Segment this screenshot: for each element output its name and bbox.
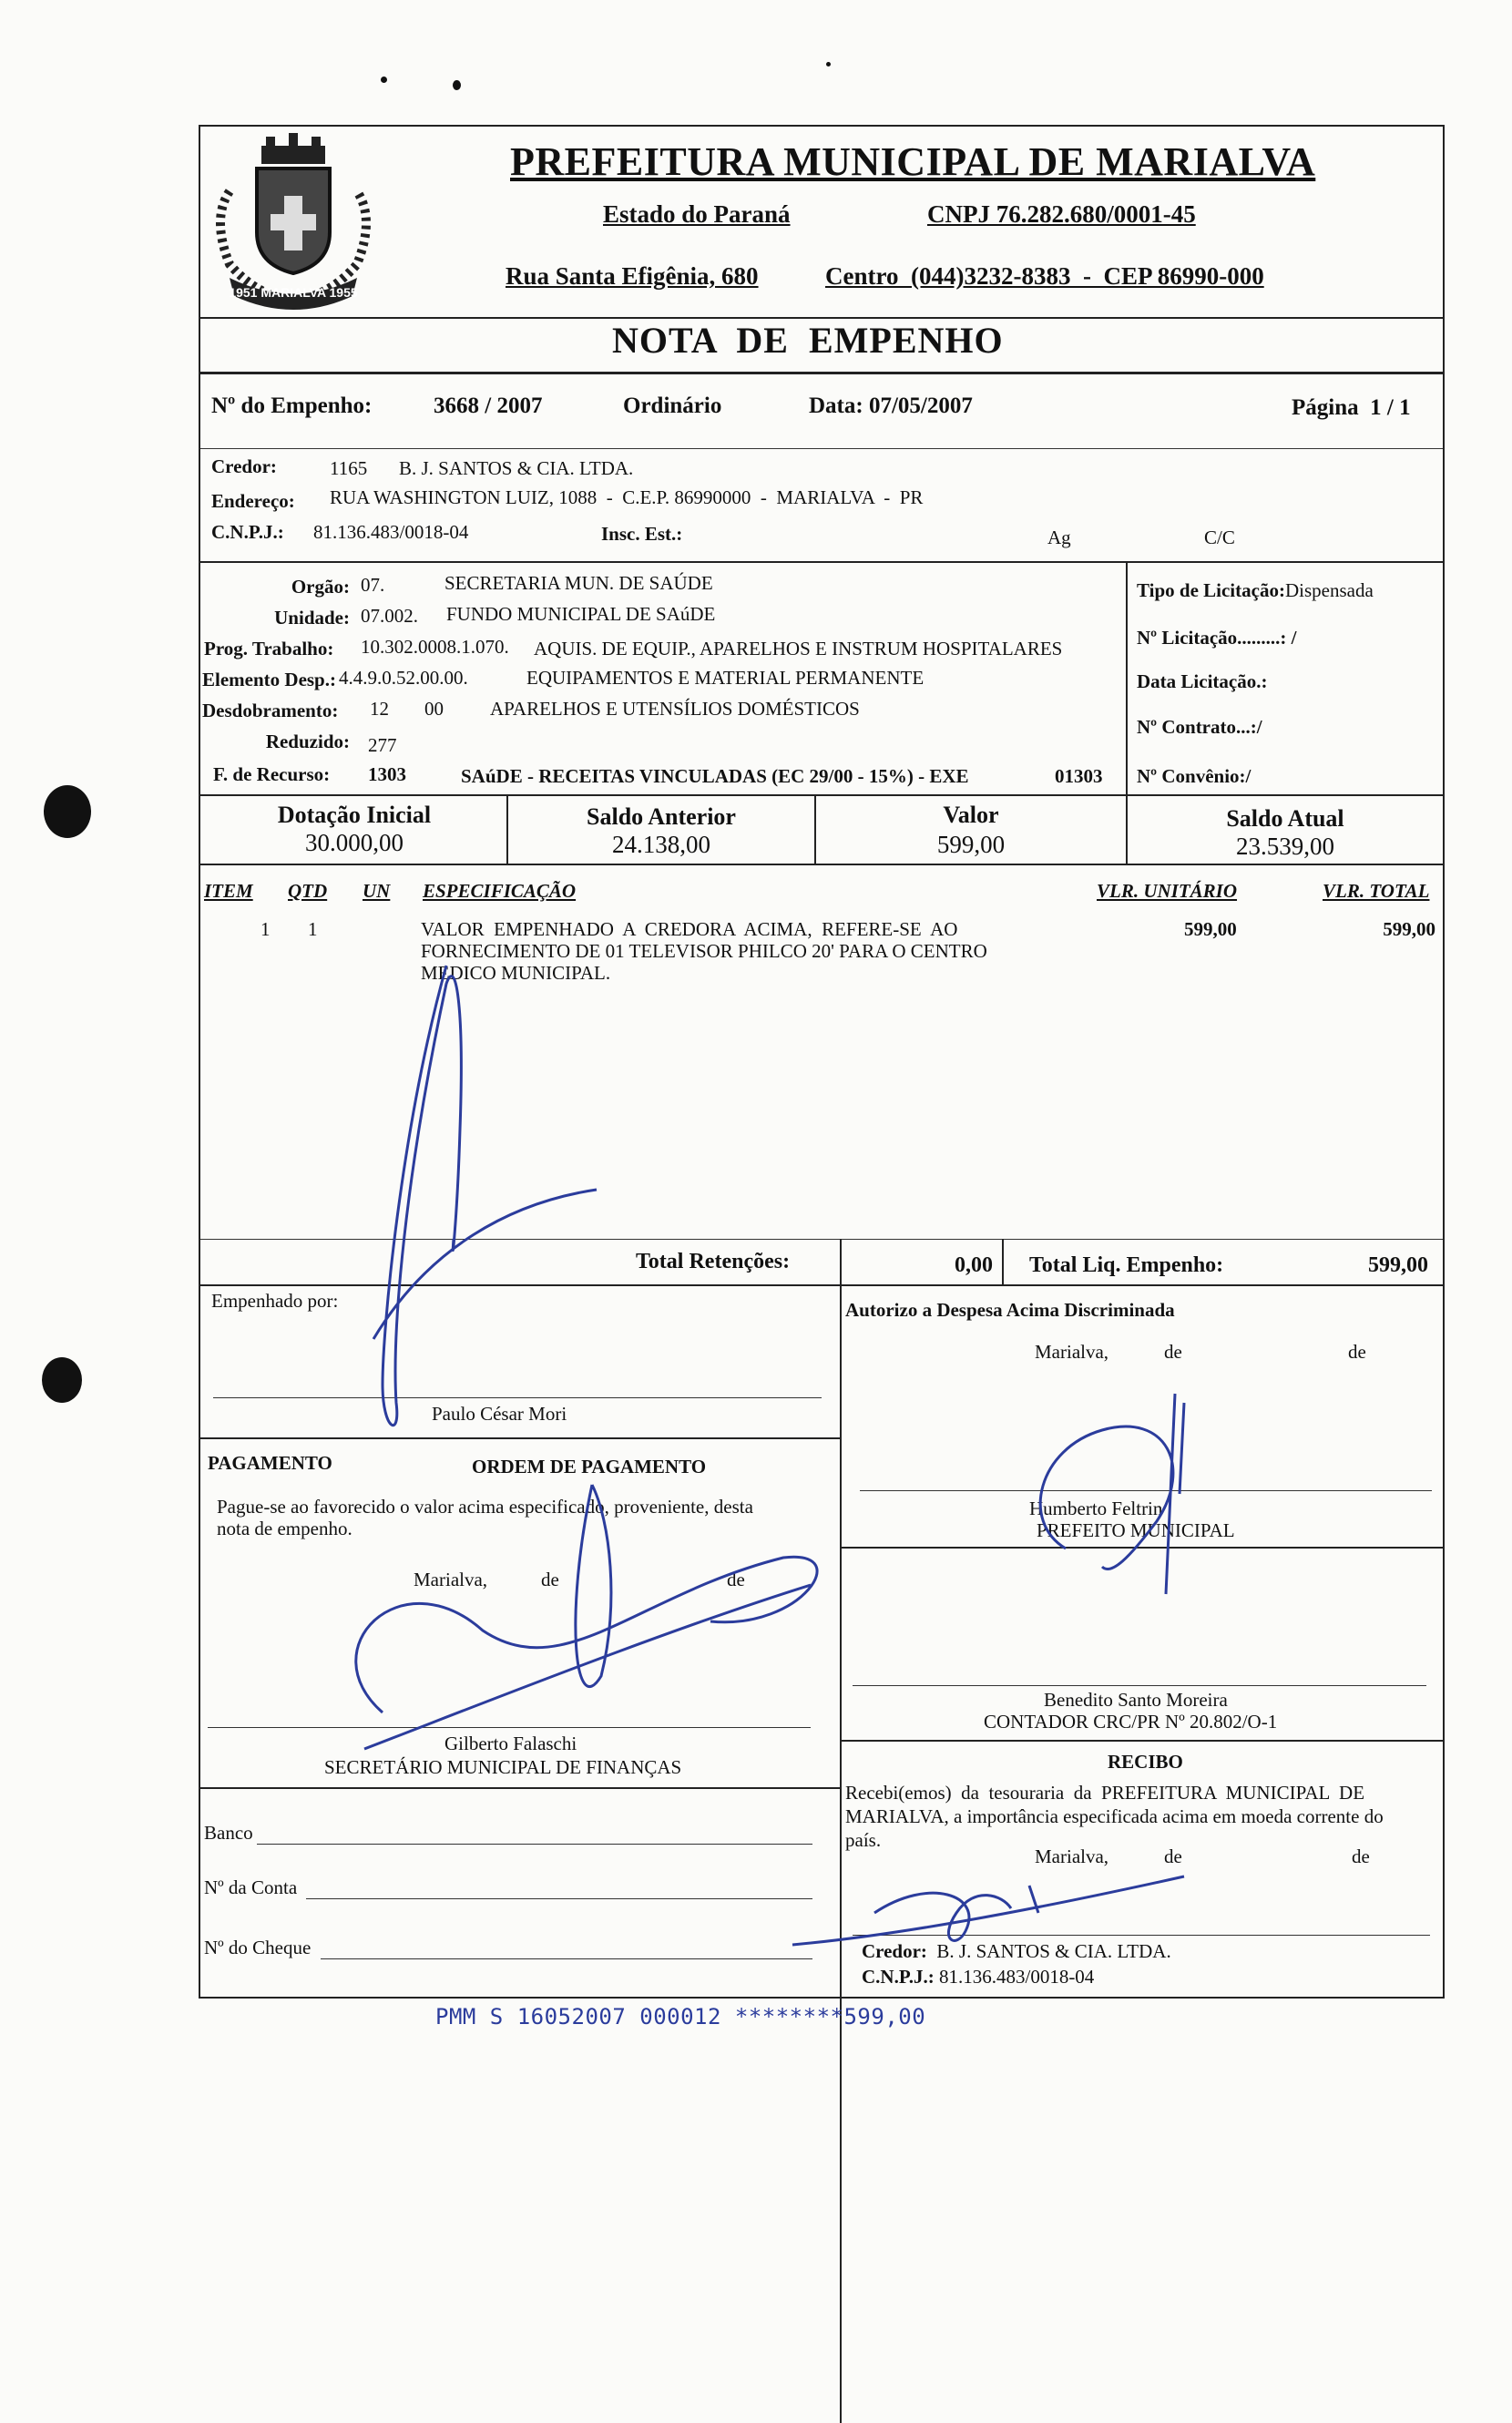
col-especificacao: ESPECIFICAÇÃO [423,880,577,902]
signature-line [853,1685,1426,1686]
recurso-code: 1303 [368,763,406,785]
licitacao-tipo-label: Tipo de Licitação: [1137,579,1285,601]
divider [840,1740,1443,1742]
recibo-text: MARIALVA, a importância especificada acima em moeda corrente do [845,1805,1384,1827]
recibo-cnpj-value: 81.136.483/0018-04 [938,1966,1095,1988]
recurso-label: F. de Recurso: [213,763,331,785]
prefeito-name: Humberto Feltrin [1029,1498,1163,1519]
valor-value: 599,00 [936,831,1006,858]
cc-label: C/C [1204,527,1235,548]
recurso-name: SAúDE - RECEITAS VINCULADAS (EC 29/00 - 15%) - EXE [461,765,969,787]
empenho-date: Data: 07/05/2007 [809,394,973,418]
divider [840,1239,842,2423]
desdobramento-name: APARELHOS E UTENSÍLIOS DOMÉSTICOS [490,698,860,720]
pagamento-place: Marialva, [414,1569,488,1590]
credor-code: 1165 [330,457,368,479]
banco-field[interactable] [257,1844,812,1845]
desdobramento-label: Desdobramento: [202,700,339,721]
recibo-credor-name: B. J. SANTOS & CIA. LTDA. [936,1940,1171,1962]
municipal-seal-icon [202,128,384,310]
reduzido-value: 277 [368,734,397,756]
svg-text:1951 MARIALVA 1955: 1951 MARIALVA 1955 [229,285,358,300]
empenho-label: Nº do Empenho: [211,394,373,418]
pagamento-de: de [727,1569,745,1590]
pagamento-text: nota de empenho. [217,1518,352,1539]
secretario-title: SECRETÁRIO MUNICIPAL DE FINANÇAS [324,1756,682,1778]
licitacao-numero: Nº Licitação.........: / [1137,627,1297,649]
autorizo-de: de [1164,1341,1182,1363]
recurso-code-2: 01303 [1055,765,1103,787]
signature-line [213,1397,822,1398]
contrato-number: Nº Contrato...:/ [1137,716,1262,738]
orgao-label: Orgão: [291,576,350,598]
contador-name: Benedito Santo Moreira [1044,1689,1228,1711]
elemento-label: Elemento Desp.: [202,669,336,690]
elemento-name: EQUIPAMENTOS E MATERIAL PERMANENTE [526,667,925,689]
recibo-de: de [1164,1845,1182,1867]
pagamento-text: Pague-se ao favorecido o valor acima especificado, proveniente, desta [217,1496,753,1518]
licitacao-data: Data Licitação.: [1137,670,1268,692]
signature-line [853,1935,1430,1936]
item-qtd: 1 [308,918,318,940]
ag-label: Ag [1047,527,1071,548]
insc-est-label: Insc. Est.: [601,523,683,545]
page-number: Página 1 / 1 [1292,395,1411,420]
divider [200,1284,1443,1286]
desdobramento-code: 12 [370,698,389,720]
empenhado-por-name: Paulo César Mori [432,1403,567,1425]
item-total-value: 599,00 [1383,918,1435,940]
recibo-cnpj [862,1966,1094,1988]
convenio-number: Nº Convênio:/ [1137,765,1251,787]
recibo-place: Marialva, [1035,1845,1109,1867]
prog-name: AQUIS. DE EQUIP., APARELHOS E INSTRUM HOSPITALARES [534,638,1063,659]
saldo-anterior-label: Saldo Anterior [587,803,736,830]
elemento-code: 4.4.9.0.52.00.00. [339,667,468,689]
credor-address: RUA WASHINGTON LUIZ, 1088 - C.E.P. 86990000 - MARIALVA - PR [330,486,924,508]
credor-label: Credor: [211,455,277,477]
dotacao-value: 30.000,00 [305,829,404,856]
autorizo-place: Marialva, [1035,1341,1109,1363]
col-qtd: QTD [288,880,328,902]
header-address-2: Centro (044)3232-8383 - CEP 86990-000 [825,262,1264,290]
cnpj-label: C.N.P.J.: [211,521,284,543]
cheque-label: Nº do Cheque [204,1937,312,1958]
saldo-atual-value: 23.539,00 [1236,833,1334,860]
dotacao-label: Dotação Inicial [277,802,432,828]
item-spec-line: VALOR EMPENHADO A CREDORA ACIMA, REFERE-SE AO [421,918,958,940]
signature-line [860,1490,1432,1491]
autorizo-de: de [1348,1341,1366,1363]
divider [1002,1239,1004,1284]
signature-line [208,1727,811,1728]
reduzido-label: Reduzido: [265,731,350,752]
pagamento-label: PAGAMENTO [208,1452,332,1474]
total-retencoes-label: Total Retenções: [636,1250,791,1273]
recibo-text: país. [845,1829,882,1851]
unidade-code: 07.002. [361,605,418,627]
ordem-pagamento-label: ORDEM DE PAGAMENTO [472,1456,707,1477]
divider [840,1547,1443,1549]
secretario-name: Gilberto Falaschi [444,1733,577,1754]
col-valor-total: VLR. TOTAL [1323,880,1430,902]
header-cnpj: CNPJ 76.282.680/0001-45 [927,200,1196,228]
desdobramento-sub: 00 [424,698,444,720]
orgao-code: 07. [361,574,385,596]
recibo-de: de [1352,1845,1370,1867]
address-label: Endereço: [211,490,295,512]
prog-label: Prog. Trabalho: [204,638,334,659]
unidade-label: Unidade: [274,607,350,629]
banco-label: Banco [204,1822,253,1844]
unidade-name: FUNDO MUNICIPAL DE SAúDE [446,603,716,625]
divider [200,1787,840,1789]
state-name: Estado do Paraná [603,200,791,228]
empenhado-por-label: Empenhado por: [211,1290,339,1312]
document-title: NOTA DE EMPENHO [612,320,1004,361]
licitacao-tipo [1137,579,1374,602]
col-un: UN [363,880,391,902]
cheque-field[interactable] [321,1958,812,1959]
punch-hole [42,1357,82,1403]
licitacao-tipo-value: Dispensada [1284,579,1374,601]
saldo-atual-label: Saldo Atual [1226,805,1344,832]
col-valor-unitario: VLR. UNITÁRIO [1097,880,1238,902]
conta-field[interactable] [306,1898,812,1899]
header-address: Rua Santa Efigênia, 680 [506,262,759,290]
item-spec-line: MEDICO MUNICIPAL. [421,962,611,984]
item-spec-line: FORNECIMENTO DE 01 TELEVISOR PHILCO 20' PARA O CENTRO [421,940,987,962]
divider [200,372,1443,374]
scan-speck [826,62,831,66]
orgao-name: SECRETARIA MUN. DE SAÚDE [444,572,713,594]
conta-label: Nº da Conta [204,1876,298,1898]
divider [200,561,1443,563]
total-retencoes-value: 0,00 [955,1253,993,1277]
divider [200,864,1443,865]
divider [200,448,1443,449]
contador-title: CONTADOR CRC/PR Nº 20.802/O-1 [984,1711,1278,1733]
page-title: PREFEITURA MUNICIPAL DE MARIALVA [510,139,1316,184]
recibo-cnpj-label: C.N.P.J.: [862,1966,935,1988]
prefeito-title: PREFEITO MUNICIPAL [1037,1519,1235,1541]
valor-label: Valor [943,802,999,828]
autorizo-label: Autorizo a Despesa Acima Discriminada [845,1299,1175,1321]
item-number: 1 [261,918,271,940]
credor-name: B. J. SANTOS & CIA. LTDA. [399,457,634,479]
pagamento-de: de [541,1569,559,1590]
prog-code: 10.302.0008.1.070. [361,636,509,658]
item-unit-value: 599,00 [1184,918,1237,940]
recibo-credor-label: Credor: [862,1940,927,1962]
total-liquido-value: 599,00 [1368,1253,1428,1277]
recibo-credor [862,1940,1171,1963]
empenho-number: 3668 / 2007 [434,394,543,418]
total-liquido-label: Total Liq. Empenho: [1029,1253,1224,1277]
recibo-text: Recebi(emos) da tesouraria da PREFEITURA MUNICIPAL DE [845,1782,1365,1804]
recibo-title: RECIBO [1108,1751,1183,1773]
divider [200,1437,840,1439]
credor-cnpj: 81.136.483/0018-04 [313,521,469,543]
divider [200,1239,1443,1240]
bank-stamp: PMM S 16052007 000012 ********599,00 [435,2004,926,2029]
divider [1126,561,1128,794]
empenho-type: Ordinário [623,394,722,418]
saldo-anterior-value: 24.138,00 [612,831,710,858]
scan-speck [381,77,387,83]
col-item: ITEM [204,880,253,902]
scan-speck [453,80,461,90]
divider [200,794,1443,796]
punch-hole [44,785,91,838]
